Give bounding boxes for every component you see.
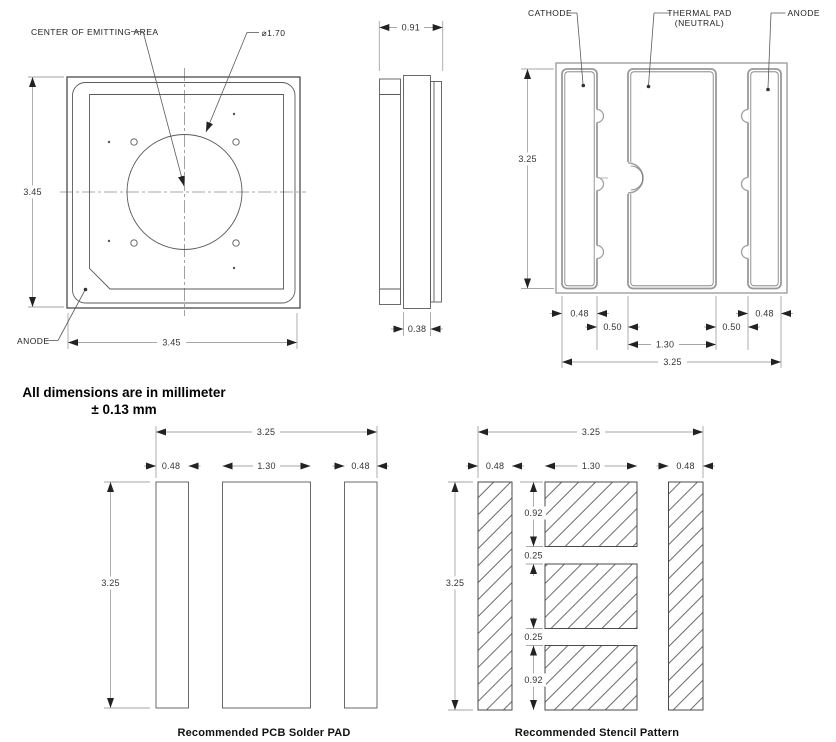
bottom-view (515, 8, 820, 369)
front-height-dim: 3.45 (23, 186, 42, 197)
thermal-pad-label-2: (NEUTRAL) (674, 18, 725, 28)
dimension-note (22, 385, 226, 417)
stencil-center-top (545, 482, 637, 547)
stencil-right-strip (669, 482, 704, 710)
stencil-gap-bottom-dim: 0.25 (524, 631, 543, 642)
stencil-pad-right-dim: 0.48 (676, 460, 695, 471)
bottom-width-dim: 3.25 (663, 356, 682, 367)
stencil-gap-top-dim: 0.25 (524, 550, 543, 561)
pcb-pad-left (156, 482, 189, 708)
pcb-pad-left-dim: 0.48 (161, 460, 181, 471)
pcb-pad-center-dim: 1.30 (257, 460, 276, 471)
note-line1: All dimensions are in millimeter (22, 385, 226, 400)
stencil-seg-bottom-dim: 0.92 (524, 674, 543, 685)
package-outline (67, 77, 300, 308)
stencil-pad-left-dim: 0.48 (485, 460, 505, 471)
side-lens-plate (404, 76, 431, 309)
side-body (380, 79, 401, 305)
cathode-label: CATHODE (528, 8, 573, 18)
fiducial-circle (131, 139, 137, 145)
stencil-pattern-view (442, 426, 715, 740)
pcb-width-dim: 3.25 (256, 426, 276, 437)
fiducial-circle (233, 240, 239, 246)
note-line2: ± 0.13 mm (91, 402, 157, 417)
bump-eraser (595, 246, 601, 259)
leader-dot (84, 288, 88, 292)
mark-dot (233, 113, 235, 115)
anode-pad-width-dim: 0.48 (755, 308, 774, 319)
package-body-rounded (73, 83, 296, 304)
thermal-pad-width-dim: 1.30 (655, 339, 675, 350)
leader-dot (766, 88, 770, 92)
gap-right-dim: 0.50 (722, 321, 741, 332)
stencil-view-caption: Recommended Stencil Pattern (514, 727, 680, 739)
pcb-pad-right (345, 482, 378, 708)
front-width-dim: 3.45 (162, 337, 181, 348)
thermal-pad (628, 69, 716, 289)
anode-pad-label: ANODE (787, 8, 820, 18)
pcb-pad-right-dim: 0.48 (351, 460, 370, 471)
side-lens-thickness-dim: 0.38 (407, 323, 427, 334)
leader-dot (582, 84, 586, 88)
mark-dot (233, 267, 235, 269)
bottom-height-dim: 3.25 (518, 153, 537, 164)
diameter-label: ⌀1.70 (261, 28, 286, 38)
thermal-pad-label: THERMAL PAD (667, 8, 732, 18)
side-back-layer (431, 82, 442, 303)
notch-eraser (624, 162, 634, 194)
anode-pad (748, 69, 781, 289)
leader-dot (647, 85, 651, 89)
stencil-center-middle (545, 564, 637, 629)
leader-line (143, 32, 184, 187)
side-view (379, 21, 443, 336)
fiducial-circle (233, 139, 239, 145)
stencil-height-dim: 3.25 (445, 577, 465, 588)
stencil-left-strip (478, 482, 512, 710)
leader-line (58, 290, 85, 341)
side-total-thickness-dim: 0.91 (401, 22, 420, 33)
stencil-seg-top-dim: 0.92 (524, 507, 543, 518)
pcb-solder-pad-view (98, 426, 390, 740)
mark-dot (108, 141, 110, 143)
pcb-height-dim: 3.25 (101, 577, 120, 588)
stencil-center-bottom (545, 646, 637, 711)
center-of-emitting-area-label: CENTER OF EMITTING AREA (31, 27, 159, 37)
anode-label: ANODE (17, 336, 50, 346)
stencil-pad-center-dim: 1.30 (581, 460, 601, 471)
stencil-width-dim: 3.25 (581, 426, 601, 437)
cathode-pad-width-dim: 0.48 (570, 308, 589, 319)
gap-left-dim: 0.50 (603, 321, 622, 332)
front-view (17, 27, 306, 349)
bump-eraser (595, 178, 601, 191)
pcb-view-caption: Recommended PCB Solder PAD (177, 727, 351, 739)
cathode-pad (562, 69, 597, 289)
mark-dot (108, 240, 110, 242)
pcb-pad-center (223, 482, 311, 708)
fiducial-circle (131, 240, 137, 246)
bump-eraser (595, 110, 601, 123)
